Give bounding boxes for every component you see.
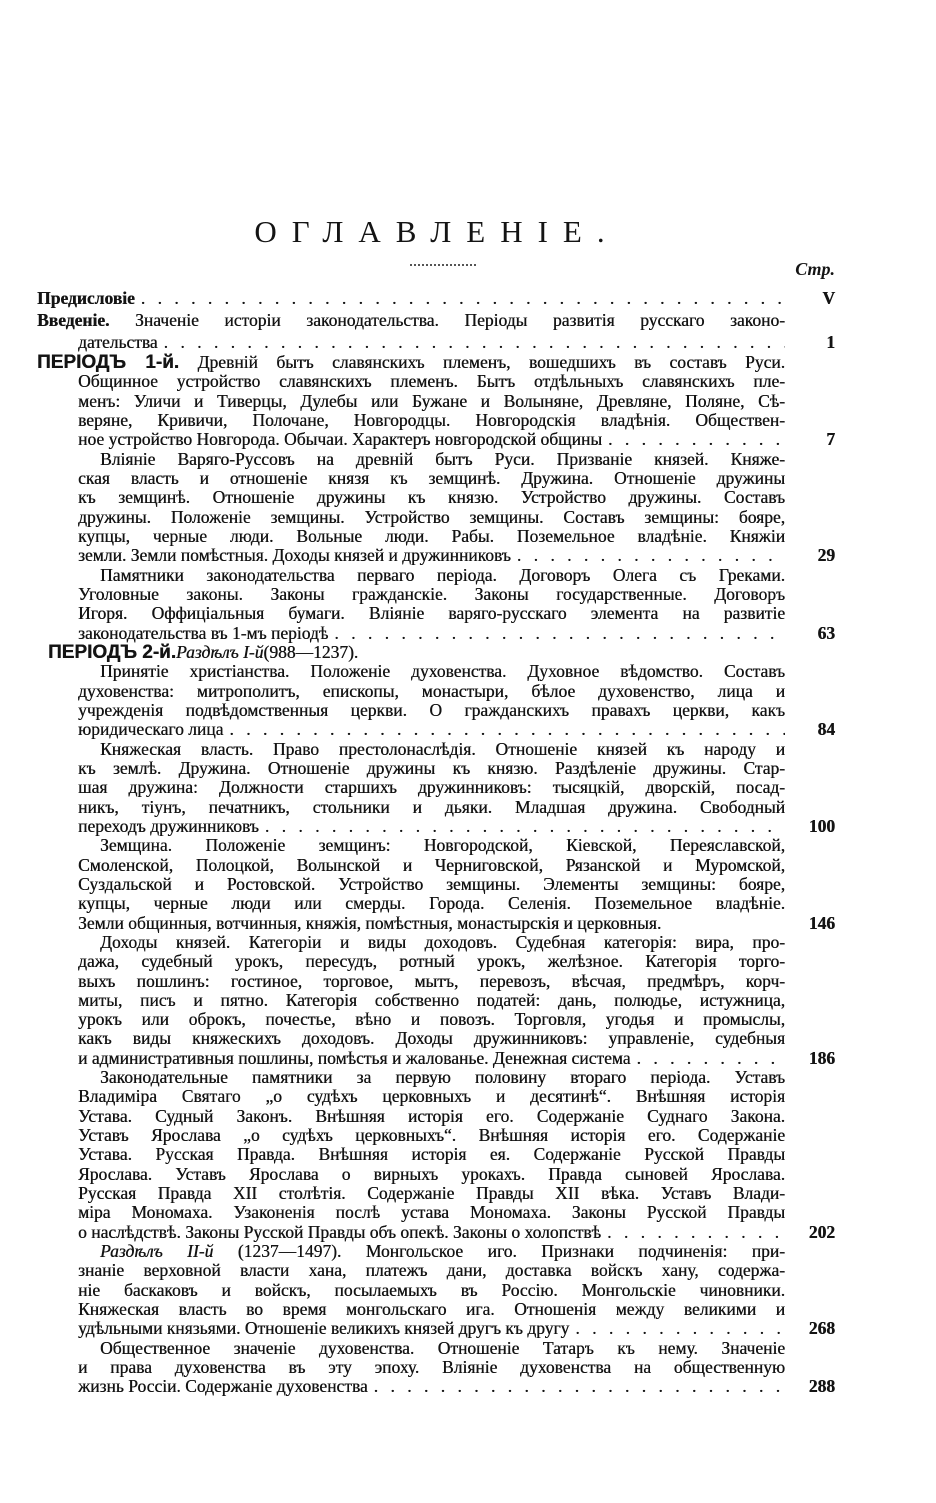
entry-text: Значеніе исторіи законодательства. Періоды развитія русскаго законо- [134, 310, 785, 330]
toc-line [100, 662, 785, 681]
toc-entry [0, 740, 936, 837]
page-number: 186 [808, 1047, 835, 1068]
entry-text: ное устройство Новгорода. Обычаи. Характеръ новгородской общины [78, 429, 602, 450]
entry-text: купцы, черные люди или смерды. Города. Селенія. Поземельное владѣніе. [78, 893, 785, 914]
entry-text: духовенства: митрополитъ, епископы, монастыри, бѣлое духовенство, лица и [78, 680, 785, 701]
dot-leader [158, 331, 785, 353]
toc-line [100, 1242, 785, 1261]
page-title: ОГЛАВЛЕНІЕ. [254, 214, 620, 249]
toc-entry [0, 643, 936, 662]
page-number: 268 [808, 1318, 835, 1339]
entry-text: веряне, Кривичи, Полочане, Новгородцы. Новгородскія владѣнія. Обществен- [78, 409, 785, 430]
entry-text: дажа, судебный урокъ, пересудъ, ротный урокъ, желѣзное. Категорія торго- [78, 951, 785, 972]
toc-line-text [78, 720, 223, 739]
entry-heading: Предисловіе [37, 288, 135, 308]
toc-line [37, 309, 785, 331]
toc-line [78, 894, 785, 913]
entry-text: какъ виды княжескихъ доходовъ. Доходы дружинниковъ: управленіе, судебныя [78, 1028, 785, 1049]
table-of-contents [0, 287, 936, 1397]
dot-leader [223, 720, 785, 739]
entry-text: удѣльными князьями. Отношеніе великихъ князей другъ къ другу [78, 1318, 570, 1339]
toc-line-text [78, 430, 602, 449]
toc-line [78, 856, 785, 875]
entry-text: Доходы князей. Категоріи и виды доходовъ. Судебная категорія: вира, про- [100, 931, 785, 952]
entry-text: Владиміра Святаго „о судѣхъ церковныхъ и десятинѣ“. Внѣшняя исторія [78, 1086, 785, 1107]
toc-line [78, 372, 785, 391]
toc-line [78, 392, 785, 411]
toc-line [78, 411, 785, 430]
toc-line [78, 1377, 835, 1396]
toc-line [100, 1068, 785, 1087]
entry-text: дружины. Положеніе земщины. Устройство земщины. Составъ земщины: бояре, [78, 506, 785, 527]
entry-text: Памятники законодательства перваго періода. Договоръ Олега съ Греками. [100, 564, 785, 585]
toc-line-text [78, 546, 511, 565]
toc-line [37, 353, 785, 372]
toc-entry [0, 1068, 936, 1242]
entry-text: Устава. Русская Правда. Внѣшняя исторія ея. Содержаніе Русской Правды [78, 1144, 785, 1165]
toc-line [78, 430, 835, 449]
toc-line [78, 720, 835, 739]
ornament-rule [410, 264, 476, 270]
toc-line [78, 1261, 785, 1280]
toc-line [78, 991, 785, 1010]
page-number: 63 [817, 622, 835, 643]
toc-line [78, 1319, 835, 1338]
entry-text: Вліяніе Варяго-Руссовъ на древній бытъ Руси. Призваніе князей. Княже- [100, 448, 785, 469]
toc-line [78, 469, 785, 488]
entry-text: Княжеская власть во время монгольскаго ига. Отношенія между великими и [78, 1299, 785, 1320]
toc-line-text [78, 331, 158, 353]
dot-leader [259, 817, 785, 836]
toc-line [78, 624, 835, 643]
page-number: 288 [808, 1376, 835, 1397]
dot-leader [569, 1319, 785, 1338]
entry-text: жизнь Россіи. Содержаніе духовенства [78, 1376, 368, 1397]
page-number: 7 [826, 429, 835, 450]
page-number: 29 [817, 545, 835, 566]
toc-entry [0, 309, 936, 353]
toc-line [37, 287, 835, 309]
dot-leader [135, 287, 785, 309]
entry-text: къ земщинѣ. Отношеніе дружины къ князю. Устройство дружины. Составъ [78, 487, 785, 508]
entry-text: Принятіе христіанства. Положеніе духовенства. Духовное вѣдомство. Составъ [100, 661, 785, 682]
entry-text: (1237—1497). Монгольское иго. Признаки подчиненія: при- [237, 1241, 785, 1262]
entry-text: и административныя пошлины, помѣстья и жалованье. Денежная система [78, 1047, 631, 1068]
entry-heading: Раздѣлъ II-й [100, 1241, 214, 1262]
toc-line [78, 1184, 785, 1203]
toc-line [100, 450, 785, 469]
toc-line [78, 972, 785, 991]
entry-text: менъ: Уличи и Тиверцы, Дулебы или Бужане и Волыняне, Древляне, Поляне, Сѣ- [78, 390, 785, 411]
page-number: V [822, 288, 835, 308]
section-heading: Раздѣлъ I-й [176, 641, 264, 662]
toc-line [78, 875, 785, 894]
toc-line [78, 914, 835, 933]
toc-line-text [37, 287, 135, 309]
toc-line [78, 952, 785, 971]
page-number: 84 [817, 719, 835, 740]
dot-leader [601, 1223, 785, 1242]
toc-entry [0, 287, 936, 309]
toc-line [78, 546, 835, 565]
toc-line [78, 1010, 785, 1029]
entry-heading: ПЕРІОДЪ 1-й. [37, 352, 180, 373]
section-dates: (988—1237). [263, 641, 359, 662]
entry-text: Уставъ Ярослава „о судѣхъ церковныхъ“. Внѣшняя исторія его. Содержаніе [78, 1125, 785, 1146]
entry-heading: Введеніе. [37, 310, 110, 330]
toc-line [78, 817, 835, 836]
toc-line [78, 1029, 785, 1048]
entry-text: знаніе верховной власти хана, платежъ дани, доставка войскъ хану, содержа- [78, 1260, 785, 1281]
toc-line [78, 798, 785, 817]
page-number: 146 [808, 912, 835, 933]
entry-text: Древній бытъ славянскихъ племенъ, вошедшихъ въ составъ Руси. [197, 352, 786, 372]
toc-entry [0, 836, 936, 933]
page-number: 100 [808, 815, 835, 836]
toc-line [78, 1300, 785, 1319]
toc-line [78, 604, 785, 623]
toc-line [78, 1049, 835, 1068]
toc-line [78, 682, 785, 701]
toc-line [78, 778, 785, 797]
dot-leader [630, 1049, 785, 1068]
entry-text: Устава. Судный Законъ. Внѣшняя исторія его. Содержаніе Суднаго Закона. [78, 1105, 785, 1126]
entry-text: купцы, черные люди. Вольные люди. Рабы. Поземельное владѣніе. Княжіи [78, 525, 785, 546]
toc-line [78, 759, 785, 778]
toc-line [100, 933, 785, 952]
entry-text: шая дружина: Должности старшихъ дружинниковъ: тысяцкій, дворскій, посад- [78, 777, 785, 798]
toc-line-text [78, 1223, 601, 1242]
toc-entry [0, 662, 936, 739]
toc-entry [0, 353, 936, 450]
entry-text: Уголовные законы. Законы гражданскіе. Законы государственные. Договоръ [78, 583, 785, 604]
entry-text: Земли общинныя, вотчинныя, княжія, помѣстныя, монастырскія и церковныя. [78, 912, 662, 933]
toc-line [100, 836, 785, 855]
page-column-label: Стр. [795, 259, 835, 279]
toc-line [78, 1223, 835, 1242]
entry-text: никъ, тіунъ, печатникъ, стольники и дьяки. Младшая дружина. Свободный [78, 796, 785, 817]
toc-line [78, 701, 785, 720]
toc-line-text [78, 1049, 630, 1068]
dot-leader [328, 624, 785, 643]
entry-text: Общинное устройство славянскихъ племенъ. Бытъ отдѣльныхъ славянскихъ пле- [78, 371, 785, 392]
toc-entry [0, 1339, 936, 1397]
toc-line [78, 488, 785, 507]
entry-text: Княжеская власть. Право престолонаслѣдія. Отношеніе князей къ народу и [100, 738, 785, 759]
toc-line [100, 740, 785, 759]
entry-text: учрежденія подвѣдомственныя церкви. О гражданскихъ правахъ церкви, какъ [78, 699, 785, 720]
toc-line [78, 1281, 785, 1300]
dot-leader [511, 546, 785, 565]
toc-line [78, 1107, 785, 1126]
entry-text: и права духовенства въ эту эпоху. Вліяніе духовенства на общественную [78, 1357, 785, 1378]
entry-text: ская власть и отношеніе князя къ земщинѣ. Дружина. Отношеніе дружины [78, 467, 785, 488]
page-number: 202 [808, 1221, 835, 1242]
entry-text: миты, писъ и пятно. Категорія собственно податей: дань, полюдье, истужница, [78, 989, 785, 1010]
toc-line [100, 1339, 785, 1358]
toc-line [78, 1358, 785, 1377]
entry-text: Суздальской и Ростовской. Устройство земщины. Элементы земщины: бояре, [78, 873, 785, 894]
dot-leader [368, 1377, 785, 1396]
entry-text: Общественное значеніе духовенства. Отношеніе Татаръ къ нему. Значеніе [100, 1337, 785, 1358]
entry-text: дательства [78, 332, 158, 352]
toc-line-text [78, 817, 259, 836]
page-number: 1 [826, 332, 835, 352]
entry-text: Русская Правда XII столѣтія. Содержаніе Правды XII вѣка. Уставъ Влади- [78, 1183, 785, 1204]
entry-text: Смоленской, Полоцкой, Волынской и Черниговской, Рязанской и Муромской, [78, 854, 785, 875]
toc-line [78, 585, 785, 604]
entry-text: ніе баскаковъ и войскъ, посылаемыхъ въ Россію. Монгольскіе чиновники. [78, 1279, 785, 1300]
toc-line-text [78, 624, 328, 643]
entry-text: Игоря. Оффиціальныя бумаги. Вліяніе варяго-русскаго элемента на развитіе [78, 603, 785, 624]
toc-entry [0, 450, 936, 566]
toc-entry [0, 933, 936, 1068]
toc-line [78, 527, 785, 546]
dot-leader [602, 430, 785, 449]
toc-line [78, 508, 785, 527]
entry-text: переходъ дружинниковъ [78, 815, 259, 836]
dot-leader [661, 914, 785, 933]
toc-line [78, 1087, 785, 1106]
toc-line [78, 1126, 785, 1145]
entry-text: юридическаго лица [78, 719, 224, 740]
entry-text: выхъ пошлинъ: гостиное, торговое, мытъ, перевозъ, вѣсчая, предмѣръ, корч- [78, 970, 785, 991]
entry-text: урокъ или оброкъ, почестье, вѣно и повозъ. Торговля, угодья и промыслы, [78, 1009, 785, 1030]
intro-group [0, 287, 936, 353]
entry-text: земли. Земли помѣстныя. Доходы князей и дружинниковъ [78, 545, 511, 566]
toc-line [100, 566, 785, 585]
entry-text: къ землѣ. Дружина. Отношеніе дружины къ князю. Раздѣленіе дружины. Стар- [78, 757, 785, 778]
toc-line [78, 1203, 785, 1222]
entry-text: Ярослава. Уставъ Ярослава о вирныхъ урокахъ. Правда сыновей Ярослава. [78, 1163, 785, 1184]
toc-line [78, 331, 835, 353]
toc-line [48, 643, 835, 662]
toc-line-text [78, 1377, 368, 1396]
entry-text: міра Мономаха. Узаконенія послѣ устава Мономаха. Законы Русской Правды [78, 1202, 785, 1223]
toc-entry [0, 566, 936, 643]
toc-line [78, 1165, 785, 1184]
period-heading: ПЕРІОДЪ 2-й. [48, 641, 176, 663]
entry-text: Законодательные памятники за первую половину втораго періода. Уставъ [100, 1067, 785, 1088]
entry-text: о наслѣдствѣ. Законы Русской Правды объ опекѣ. Законы о холопствѣ [78, 1221, 602, 1242]
entry-text: Земщина. Положеніе земщинъ: Новгородской, Кіевской, Переяславской, [100, 835, 785, 856]
toc-line-text [78, 1319, 569, 1338]
toc-line [78, 1145, 785, 1164]
toc-entry [0, 1242, 936, 1339]
entry-text: законодательства въ 1-мъ періодѣ [78, 622, 329, 643]
toc-line-text [78, 914, 661, 933]
